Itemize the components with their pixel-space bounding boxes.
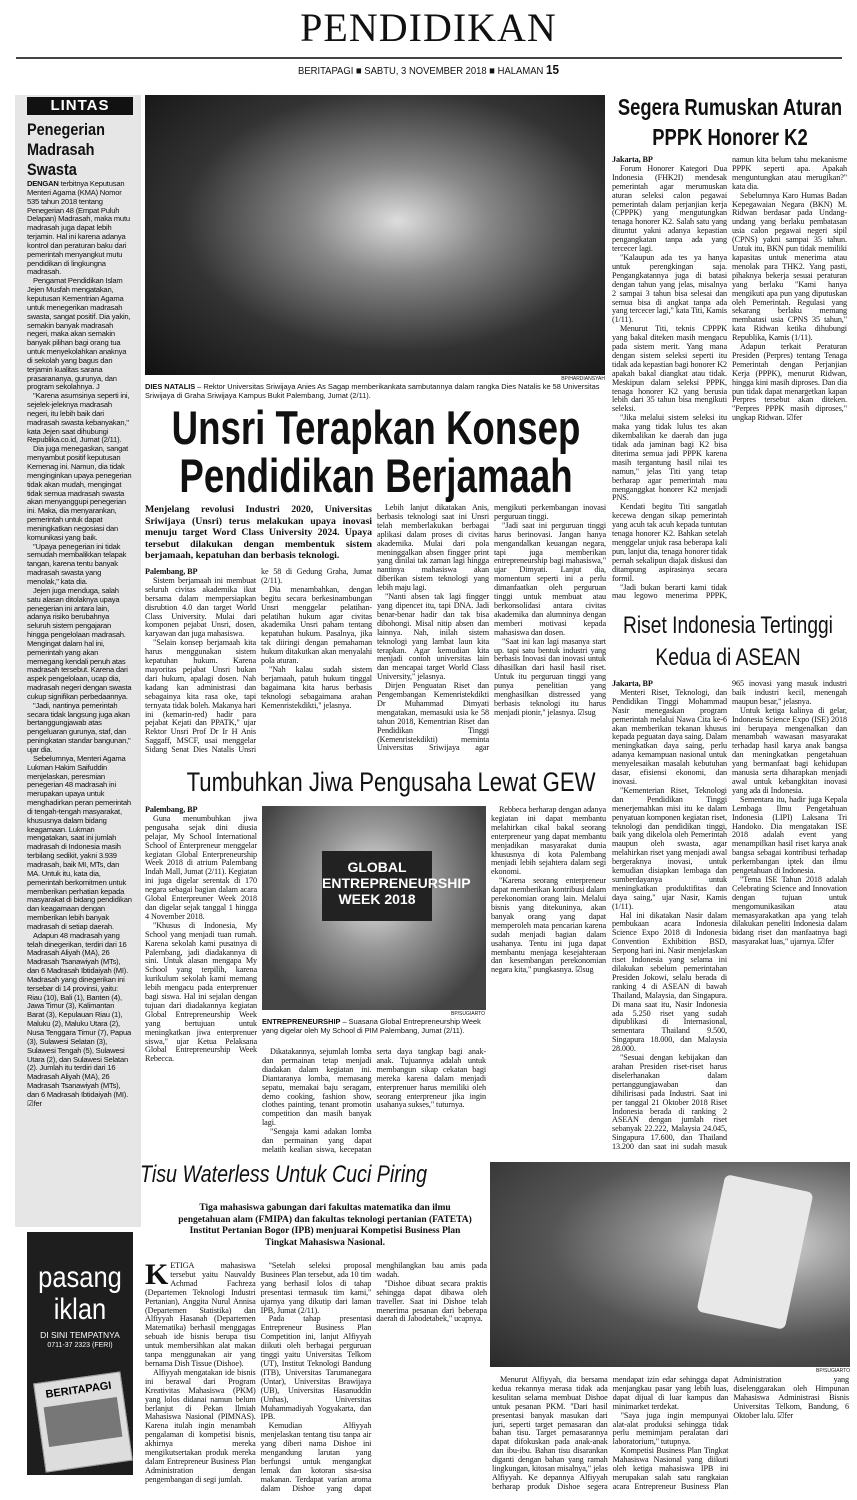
- paragraph: "Selain konsep berjamaah kita harus menggunakan sistem kepatuhan hukum. Karena mayoritas pejabat Unsri bukan dari hukum, apalagi dosen. Nah kadang kan administrasi dan sebagainya kita rasa oke, tapi ternyata tidak boleh. Makanya hari ini (kemarin-red) hadir para pejabat Kejati dan PPATK," ujar Rektor Unsri Prof Dr Ir H Anis Saggaff, MSCF, usai menggelar Sidang Senat Dies Natalis Unsri ke 58 di Gedung Graha, Jumat (2/11).: [145, 568, 372, 755]
- lintas-tag: LINTAS: [27, 97, 133, 115]
- paragraph: "Jadi, nantinya pemerintah secara tidak langsung juga akan bertanggungjawab atas pengeluaran gurunya, staf, dan peningkatan standar bangunan," ujar dia.: [27, 700, 131, 754]
- paragraph: Dikatakannya, sejumlah lomba dan permainan tetap menjadi diadakan dalam kegiatan ini. Diantaranya lomba, memasang sepatu, memakai baju seragam, demo cooking, fashion show, clothes painting, tenant promotin competition dan masih banyak lagi.: [262, 1048, 372, 1128]
- paragraph: Sistem berjamaah ini membuat seluruh civitas akademika ikut bersama dalam mempersiapkan disrubtion 4.0 dan target World Class University. Mulai dari komponen pejabat Unsri, dosen, karyawan dan juga mahasiswa.: [145, 575, 256, 639]
- dies-natalis-photo: [145, 95, 605, 375]
- gew-body-col4: [491, 806, 606, 1156]
- dateline: Jakarta, BP: [612, 680, 653, 688]
- paragraph: Adapun 48 madrasah yang telah dinegerikan, terdiri dari 16 Madrasah Aliyah (MA), 26 Madrasah Tsanawiyah (MTs), dan 6 Madrasah Ibtidaiyah (MI). Madrasah yang dinegerikan ini tersebar di 14 provinsi, yaitu: Riau (10), Bali (1), Banten (4), Jawa Timur (3), Kalimantan Barat (3), Kepulauan Riau (1), Maluku (2), Maluku Utara (2), Nusa Tenggara Timur (7), Papua (3), Sulawesi Selatan (3), Sulawesi Tengah (5), Sulawesi Utara (2), dan Sulawesi Selatan (2). Jumlah itu terdiri dari 16 Madrasah Aliyah (MA), 26 Madrasah Tsanawiyah (MTs), dan 6 Madrasah Ibtidaiyah (MI). ☑fer: [27, 930, 132, 1108]
- paragraph: Sebelumnya Karo Humas Badan Kepegawaian Negara (BKN) M. Ridwan berdasar pada Undang-undang yang berlaku pembatasan usia calon pegawai negeri sipil (CPNS) yakni sampai 35 tahun. Untuk itu, BKN pun tidak memiliki kapasitas untuk menerima atau menolak para THK2. Yang pasti, pihaknya bekerja sesuai peraturan yang berlaku "Kami hanya mengikuti apa pun yang diputuskan oleh Pemerintah. Regulasi yang sekarang berlaku memang membatasi usia CPNS 35 tahun," kata Ridwan ketika dihubungi Republika, Kamis (1/11).: [732, 190, 847, 343]
- paragraph: Kompetisi Business Plan Tingkat Mahasiswa Nasional yang diikuti oleh ketiga mahasiswa IPB ini merupakan salah satu rangkaian acara Entrepreneur Business Plan Administration yang diselenggarakan oleh Himpunan Mahasiswa Administrasi Bisnis Universitas Telkom, Bandung, 6 Oktober lalu. ☑fer: [612, 1376, 849, 1491]
- paragraph: "Karena asumsinya seperti ini, sejelek-jeleknya madrasah negeri, itu lebih baik dari madrasah swasta kebanyakan," kata Jejen saat dihubungi Republika.co.id, Jumat (2/11).: [27, 391, 130, 445]
- paragraph: Untuk ketiga kalinya di gelar, Indonesia Science Expo (ISE) 2018 ini berupaya mengenalkan dan menambah wawasan masyarakat terhadap hasil karya anak bangsa dan meningkatkan pengetahuan yang bermanfaat bagi kehidupan manusia serta diharapkan menjadi awal untuk kebangkitan inovasi yang ada di Indonesia.: [732, 705, 847, 795]
- paragraph: Jejen juga menduga, salah satu alasan ditolaknya upaya penegerian ini antara lain, adanya risiko berubahnya seluruh sistem pengajaran hingga pengelolaan madrasah. Mengingat dalam hal ini, pemerintah yang akan memegang kendali penuh atas madrasah tersebut. Karena dari aspek pengelolaan, ucap dia, madrasah negeri dengan swasta cukup signifikan perbedaannya.: [27, 585, 132, 701]
- main-body-right: [377, 504, 606, 762]
- paragraph: Dia juga menegaskan, sangat menyambut positif keputusan Kemenag ini. Namun, dia tidak menginginkan upaya penegerian tidak akan mudah, mengingat tidak semua madrasah swasta akan menyanggupi penegerian ini. Maka, dia menyarankan, pemerintah untuk dapat meningkatkan negosiasi dan komunikasi yang baik.: [27, 444, 132, 542]
- tisu-body-left: [145, 1262, 487, 1496]
- paragraph: Menurut Alfiyyah, dia bersama kedua rekannya merasa tidak ada kesulitan selama membuat Dishoe untuk pesanan PKM. "Dari hasil presentasi banyak masukan dari juri, seperti target pemasaran dan bahan tisu. Target pemasarannya dapat difokuskan pada anak-anak dan ibu-ibu. Bahan tisu disarankan diganti dengan bahan yang ramah lingkungan, kitosan misalnya," jelas Alfiyyah. Ke depannya Alfiyyah berharap produk Dishoe segera mendapat izin edar sehingga dapat menjangkau pasar yang lebih luas, dapat dijual di luar kampus dan minimarket terdekat.: [492, 1376, 729, 1491]
- photo-credit: BP/SUGIARTO: [451, 1011, 485, 1017]
- paragraph: Sebelumnya, Menteri Agama Lukman Hakim Saifuddin menjelaskan, peresmian penegerian 48 madrasah ini merupakan upaya untuk menghadirkan peran pemerintah di tengah-tengah masyarakat, khususnya dalam bidang keagamaan. Lukman mengatakan, saat ini jumlah madrasah di Indonesia masih terbilang sedikit, yakni 3.939 madrasah, baik MI, MTs, dan MA. Untuk itu, kata dia, pemerintah berkomitmen untuk memberikan perhatian kepada masyarakat di bidang pendidikan dan keagamaan dengan memberikan lebih banyak madrasah di setiap daerah.: [27, 753, 132, 931]
- main-headline: Unsri Terapkan Konsep Pendidikan Berjamaah: [171, 401, 581, 502]
- paragraph: Kendati begitu Titi sangatlah kecewa dengan sikap pemerintah yang acuh tak acuh kepada tuntutan tenaga honorer K2. Bahkan setelah menggelar unjuk rasa beberapa kali pun, lanjut dia, tenaga honorer tidak pernah sekalipun diajak diskusi dan ditampung aspirasinya secara formil.: [612, 502, 727, 583]
- gew-headline: Tumbuhkan Jiwa Pengusaha Lewat GEW: [186, 767, 596, 797]
- dateline: BERITAPAGI ■ SABTU, 3 NOVEMBER 2018 ■ HALAMAN 15: [298, 62, 559, 77]
- paragraph: Rebbeca berharap dengan adanya kegiatan ini dapat membantu melahirkan cikal bakal seorang enterpreneur yang dapat membantu menjadikan masyarakat dunia khususnya di kota Palembang menjadi lebih sejahtera dalam segi ekonomi.: [491, 806, 606, 877]
- paragraph: Kemudian Alfiyyah menjelaskan tentang tisu tanpa air yang diberi nama Dishoe ini mengandung larutan yang berfungsi untuk mengangkat lemak dan kotoran sisa-sisa makanan. Terdapat varian aroma dalam Dishoe yang dapat menghilangkan bau amis pada wadah.: [260, 1262, 487, 1493]
- gew-photo: [262, 806, 486, 1010]
- lintas-headline: Penegerian Madrasah Swasta: [27, 120, 105, 179]
- paragraph: "Nah kalau sudah sistem berjamaah, patuh hukum tinggal bagaimana kita harus berbasis teknologi sebagaimana arahan Kemenristekdikti," jelasnya.: [261, 664, 372, 710]
- gew-body-col1: [145, 806, 257, 1156]
- paragraph: Dirjen Penguatan Riset dan Pengembangan Kemenristekdikti Dr Muhammad Dimyati mengatakan, memasuki usia ke 58 tahun 2018, Kementrian Riset dan Pendidikan Tinggi (Kemenristekdikti) meminta Universitas Sriwijaya agar mengikuti perkembangan inovasi perguruan tinggi.: [377, 504, 606, 753]
- page-label: HALAMAN: [497, 65, 544, 77]
- paragraph: "Jadi bukan berarti kami tidak mau legowo menerima PPPK, namun kita belum tahu mekanisme PPPK seperti apa. Apakah menguntungkan atau merugikan?" kata dia.: [612, 156, 847, 601]
- advertisement-box[interactable]: [27, 1232, 133, 1475]
- paragraph: "Setelah seleksi proposal Businees Plan tersebut, ada 10 tim yang berhasil lolos di tahap presentasi termasuk tim kami," ujarnya yang dikutip dari laman IPB, Jumat (2/11).: [260, 1262, 372, 1315]
- paragraph: Lebih lanjut dikatakan Anis, berbasis teknologi saat ini Unsri telah memberlakukan berbagai aplikasi dalam proses di civitas akademika. Mulai dari pola meninggalkan absen fingger print yang dinilai tak zaman lagi hingga nantinya mahasiswa akan diberikan sistem teknologi yang lebih maju lagi.: [377, 504, 489, 593]
- ad-tagline: DI SINI TEMPATNYA: [40, 1330, 120, 1340]
- riset-headline: Riset Indonesia Tertinggi Kedua di ASEAN: [623, 612, 833, 671]
- pppk-body: [612, 156, 847, 605]
- paragraph: "Nanti absen tak lagi fingger yang dipencet itu, tapi DNA. Jadi benar-benar hadir dan tak bisa dibohongi. Misal nitip absen dan lainnya. Nah, inilah sistem teknologi yang lambat laun kita terapkan. Agar kemudian kita menjadi contoh universitas lain dan mencapai target World Class University," jelasnya.: [377, 592, 489, 682]
- paragraph: Adapun terkait Peraturan Presiden (Perpres) tentang Tenaga Pemerintah dengan Perjanjian Kerja (PPPK), menurut Ridwan, hingga kini masih diproses. Dan dia pun tidak dapat menargetkan kapan Perpres tersebut akan diteken. "Perpres PPPK masih diproses," ungkap Ridwan. ☑fer: [732, 342, 847, 423]
- paragraph: "Tema ISE Tahun 2018 adalah Celebrating Science and Innovation dengan tujuan untuk mengomunikasikan atau memasyarakatkan apa yang telah dilakukan peneliti Indonesia dalam bidang riset dan manfaatnya bagi masyarakat luas," ujarnya. ☑fer: [732, 874, 847, 947]
- newspaper-image: [33, 1371, 133, 1472]
- dishoe-photo: [490, 1162, 850, 1367]
- photo-sign: GLOBAL ENTREPRENEURSHIP WEEK 2018: [322, 851, 432, 921]
- paragraph: "Sesuai dengan kebijakan dan arahan Presiden riset-riset harus diselerhanakan dalam pertanggungjawaban dan dihilirisasi pada Industri. Saat ini per tanggal 21 Oktober 2018 Riset Indonesia berada di ranking 2 ASEAN dengan jumlah riset sebanyak 22.222, Malaysia 24.045, Singapura 17.600, dan Thailand 13.200 dan saat ini sudah masuk 965 inovasi yang masuk industri baik industri kecil, menengah maupun besar," jelasnya.: [612, 680, 847, 1152]
- photo-credit: BP/SUGIARTO: [816, 1368, 850, 1374]
- header-rule: [16, 57, 842, 59]
- paragraph: Pengamat Pendidikan Islam Jejen Musfah mengatakan, keputusan Kementrian Agama untuk menegerikan madrasah swasta, sangat positif. Dia yakin, semakin banyak madrasah negeri, maka akan semakin banyak pilihan bagi orang tua untuk menyekolahkan anaknya di sekolah yang bagus dan terjamin kualitas sarana prasarananya, gurunya, dan program sekolahnya. J: [27, 276, 131, 392]
- ad-line2: iklan: [53, 1293, 107, 1326]
- photo-caption: [262, 1018, 486, 1035]
- paragraph: Pada tahap presentasi Entrepreneur Business Plan Competition ini, lanjut Alfiyyah diikuti oleh berbagai perguruan tinggi yaitu Universitas Telkom (UT), Institut Teknologi Bandung (ITB), Universitas Tarumanegara (Untar), Universitas Brawijaya (UB), Universitas Hasanuddin (Unhas), Universitas Muhammadiyah Yogyakarta, dan IPB.: [260, 1314, 372, 1422]
- page-number: 15: [545, 62, 559, 77]
- gew-body-mid: [262, 1048, 486, 1156]
- lintas-lead: DENGAN: [27, 179, 59, 188]
- paragraph: Forum Honorer Kategori Dua Indonesia (FHK2I) mendesak pemerintah agar merumuskan aturan seleksi calon pegawai pemerintah dalam perjanjian kerja (CPPPK) yang mengutungkan tenaga honorer K2. Salah satu yang dituntut yakni adanya kepastian pengangkatan tanpa ada yang tercecer lagi.: [612, 163, 727, 254]
- main-body-left: [145, 568, 372, 762]
- date: SABTU, 3 NOVEMBER 2018: [364, 65, 487, 77]
- paragraph: Menurut Titi, teknis CPPPK yang bakal diteken masih mengacu pada sistem merit. Yang mana dengan sistem seleksi seperti itu tidak ada kepastian bagi honorer K2 apakah bakal diangkat atau tidak. Meskipun dalam seleksi PPPK, tenaga honorer K2 yang berusia lebih dari 35 tahun bisa mengikuti seleksi.: [612, 324, 727, 414]
- lintas-body: [27, 180, 133, 1223]
- paper-name: BERITAPAGI: [298, 65, 354, 77]
- paragraph: "Saya juga ingin mempunyai alat-alat produksi sehingga tidak perlu memimjam peralatan dari laboratorium," tutupnya.: [612, 1410, 729, 1447]
- paragraph: ETIGA mahasiswa tersebut yaitu Nauvaldy Achmad Fachreza (Departemen Teknologi Industri Pertanian), Anggita Nurul Annisa (Departemen Statistika) dan Alfiyyah Hasanah (Departemen Matematika) berhasil menggagas sebuah ide bisnis berupa tisu untuk membersihkan alat makan tanpa menggunakan air yang bernama Dish Tissue (Dishoe).: [145, 1262, 256, 1368]
- ad-line1: pasang: [38, 1261, 122, 1294]
- paragraph: Hal ini dikatakan Nasir dalam pembukaan acara Indonesia Science Expo 2018 di Indonesia Convention Exhibition BSD, Serpong hari ini. Nasir menjelaskan riset Indonesia yang selama ini dilakukan sebelum pemerintahan Presiden Jokowi, selalu berada di ranking 4 di ASEAN di bawah Thailand, Malaysia, dan Singapura. Di mana saat itu, Nasir Indonesia ada 5.250 riset yang sudah dipublikasi di Internasional, sementara Thailand 9.500, Singapura 18.000, dan Malaysia 28.000.: [612, 910, 727, 1054]
- paragraph: Alfiyyah mengatakan ide bisnis ini berawal dari Program Kreativitas Mahasiswa (PKM) yang lolos didanai namun belum berlanjut di Pekan Ilmiah Mahasiswa Nasional (PIMNAS). Karena itulah ingin menambah pengalaman di kompetisi bisnis, akhirnya mereka mengikutsertakan produk mereka dalam Entrepreneur Business Plan Administration dengan pengembangan di segi jumlah.: [145, 1367, 256, 1484]
- paragraph: "Jika melalui sistem seleksi itu maka yang tidak lulus tes akan dikembalikan ke daerah dan juga tidak ada jaminan bagi K2 bisa diterima semua jadi PPPK karena masih tergantung hasil nilai tes namun," jelas Titi yang tetap berharap agar pemerintah mau menganggkat honorer K2 menjadi PNS.: [612, 413, 727, 503]
- ad-phone: 0711-37 2323 (FERI): [47, 1342, 113, 1349]
- caption-label: ENTREPRENEURSHIP: [262, 1017, 341, 1026]
- riset-body: [612, 680, 847, 1158]
- caption-label: DIES NATALIS: [145, 382, 196, 391]
- dishoe-product: [696, 1174, 813, 1330]
- dateline: Palembang, BP: [145, 568, 198, 576]
- paragraph: Guna menumbuhkan jiwa pengusaha sejak dini diusia pelajar, My School International School of Enterpreneur menggelar kegiatan Global Enterpreneurship Week 2018 di atrium Palembang Indah Mall, Jumat (2/11). Kegiatan ini juga digelar serentak di 170 negara sebagai bagian dalam acara Global Enterpreuner Week 2018 dan digelar sejak tanggal 1 hingga 4 November 2018.: [145, 813, 257, 921]
- dateline: Palembang, BP: [145, 806, 198, 814]
- paragraph: "Saat ini kan lagi masanya start up. tapi satu bentuk industri yang berbasis Inovasi dan inovasi untuk dihasilkan dari hasil hasil riset. Untuk itu perguruan tinggi yang punya penelitian yang menghasilkan distressed yang berbasis teknologi itu harus menjadi pionir," jelasnya. ☑sug: [494, 636, 606, 717]
- photo-credit: BP/HARDIANSYAH: [561, 376, 605, 382]
- paragraph: "Kalaupun ada tes ya hanya untuk perengkingan saja. Pengangkatannya juga di batasi dengan tahun yang jelas, misalnya 2 sampai 3 tahun bisa selesai dan semua bisa di angkat tanpa ada yang tercecer lagi," kata Titi, Kamis (1/11).: [612, 252, 727, 325]
- paragraph: Menteri Riset, Teknologi, dan Pendidikan Tinggi Mohammad Nasir menegaskan program pemerintah melalui Nawa Cita ke-6 akan memberikan tekanan khusus kepada peguatan daya saing. Dalam meningkatkan daya saing, perlu adanya kemampuan nasional untuk menyelesaikan masalah kebutuhan dasar, efisiensi ekonomi, dan inovasi.: [612, 687, 727, 786]
- paragraph: Sementara itu, hadir juga Kepala Lembaga Ilmu Pengetahuan Indonesia (LIPI) Laksana Tri Handoko. Dia mengatakan ISE 2018 adalah event yang menampilkan hasil riset karya anak bangsa sebagai kontribusi terhadap perkembangan iptek dan ilmu pengetahuan di Indonesia.: [732, 794, 847, 876]
- caption-text: – Suasana Global Entrepreneurship Week yang digelar oleh My School di PIM Palembang, Jumat (2/11).: [262, 1017, 481, 1035]
- main-lede: Menjelang revolusi Industri 2020, Universitas Sriwijaya (Unsri) terus melakukan upaya inovasi menuju target Word Class University 2024. Upaya tersebut dilakukan dengan membentuk sistem berjamaah, kepatuhan dan berbasis teknologi.: [145, 504, 372, 561]
- paragraph: "Karena seorang enterpreneur dapat memberikan kontribusi dalam perekonomian orang lain. Melalui bisnis yang ditekuninya, akan banyak orang yang dapat memperoleh mata pencarian karena sudah menjadi bagian dalam usahanya. Tentu ini juga dapat membantu menjaga kesejahteraan dan kesembangan perekonomian negara kita," pungkasnya. ☑sug: [491, 876, 606, 975]
- paragraph: "Kementerian Riset, Teknologi dan Pendidikan Tinggi menerjemahkan misi itu ke dalam penyatuan komponen kegiatan riset, teknologi dan pendidikan tinggi, baik yang dikelola oleh Pemerintah maupun oleh swasta, agar melahirkan riset yang menjadi awal bergeraknya inovasi, untuk kemudian disiapkan lembaga dan sumberdayanya untuk meningkatkan produktifitas dan daya saing," ujar Nasir, Kamis (1/11).: [612, 785, 727, 911]
- pppk-headline: Segera Rumuskan Aturan PPPK Honorer K2: [617, 94, 843, 150]
- paragraph: "Jadi saat ini perguruan tinggi harus berinovasi. Jangan hanya mengandalkan keuangan negara, tapi juga memberikan entrepreneurship bagi mahasiswa," ujar Dimyati. Lanjut dia, momentum seperti ini a perlu dimanfaatkan oleh perguruan tinggi untuk membuat atau berkonsolidasi antara civitas akademika dan alumninya dengan memberi motivasi kepada mahasiswa dan dosen.: [494, 520, 606, 637]
- tisu-headline: Tisu Waterless Untuk Cuci Piring: [140, 1161, 428, 1188]
- paragraph: Dia menambahkan, dengan begitu secara berkesinambungan Unsri menggelar pelatihan-pelatihan hukum agar civitas akademika Unsri paham tentang kepatuhan hukum. Pasalnya, jika tak diiringi dengan pemahaman hukum ditakutkan akan menyalahi pola aturan.: [261, 584, 372, 666]
- tisu-lede: Tiga mahasiswa gabungan dari fakultas matematika dan ilmu pengetahuan alam (FMIPA) dan fakultas teknologi pertanian (FATETA) Institut Pertanian Bogor (IPB) menjuarai Kompetisi Business Plan Tingkat Mahasiswa Nasional.: [178, 1203, 472, 1248]
- photo-caption: [145, 383, 605, 400]
- paragraph: "Upaya penegerian ini tidak semudah membalikkan telapak tangan, karena tentu banyak madrasah swasta yang menolak," kata dia.: [27, 541, 127, 586]
- newspaper-masthead: BERITAPAGI: [44, 1379, 113, 1401]
- paragraph: "Sengaja kami adakan lomba dan permainan yang dapat melatih kealian siswa, kecepatan serta daya tangkap bagi anak-anak. Tujuannya adalah untuk membangun sikap cekatan bagi mereka karena dalam menjadi enterprenuer harus memiliki oleh seorang enterpreneur jika ingin usahanya sukses," tuturnya.: [262, 1048, 486, 1154]
- drop-cap: K: [145, 1262, 169, 1291]
- section-title: PENDIDIKAN: [300, 5, 557, 50]
- dateline: Jakarta, BP: [612, 156, 653, 164]
- caption-text: – Rektor Universitas Sriwijaya Anies As Sagap memberikankata sambutannya dalam rangka Dies Natalis ke 58 Universitas Sriwijaya di Graha Sriwijaya Kampus Bukit Palembang, Jumat (2/11).: [145, 382, 600, 400]
- paragraph: "Khusus di Indonesia, My School yang menjadi tuan rumah. Karena sekolah kami pusatnya di Palembang, jadi diadakannya di sini. Untuk alasan mengapa My School yang terpilih, karena kurikulum sekolah kami memang lebih mengacu pada enterprenuer bagi siswa. Hal ini sejalan dengan tujuan dari diadakannya kegiatan Global Entrepreneurship Week yang bertujuan untuk meningkatkan jiwa enterprenuer siswa," ujar Ketua Pelaksana Global Entrepreneurship Week Rebecca.: [145, 920, 257, 1064]
- paragraph: "Dishoe dibuat secara praktis sehingga dapat dibawa oleh traveller. Saat ini Dishoe telah menerima pesanan dari beberapa daerah di Jabodetabek," ucapnya.: [376, 1278, 487, 1324]
- tisu-body-right: [492, 1376, 849, 1496]
- paragraph: terbitnya Keputusan Menteri Agama (KMA) Nomor 535 tahun 2018 tentang Penegerian 48 (Empat Puluh Delapan) Madrasah, maka mutu madrasah juga dapat lebih terjamin. Hal ini karena adanya kontrol dan peraturan baku dari pemerintah menyangkut mutu pendidikan di lingkungna madrasah.: [27, 179, 130, 277]
